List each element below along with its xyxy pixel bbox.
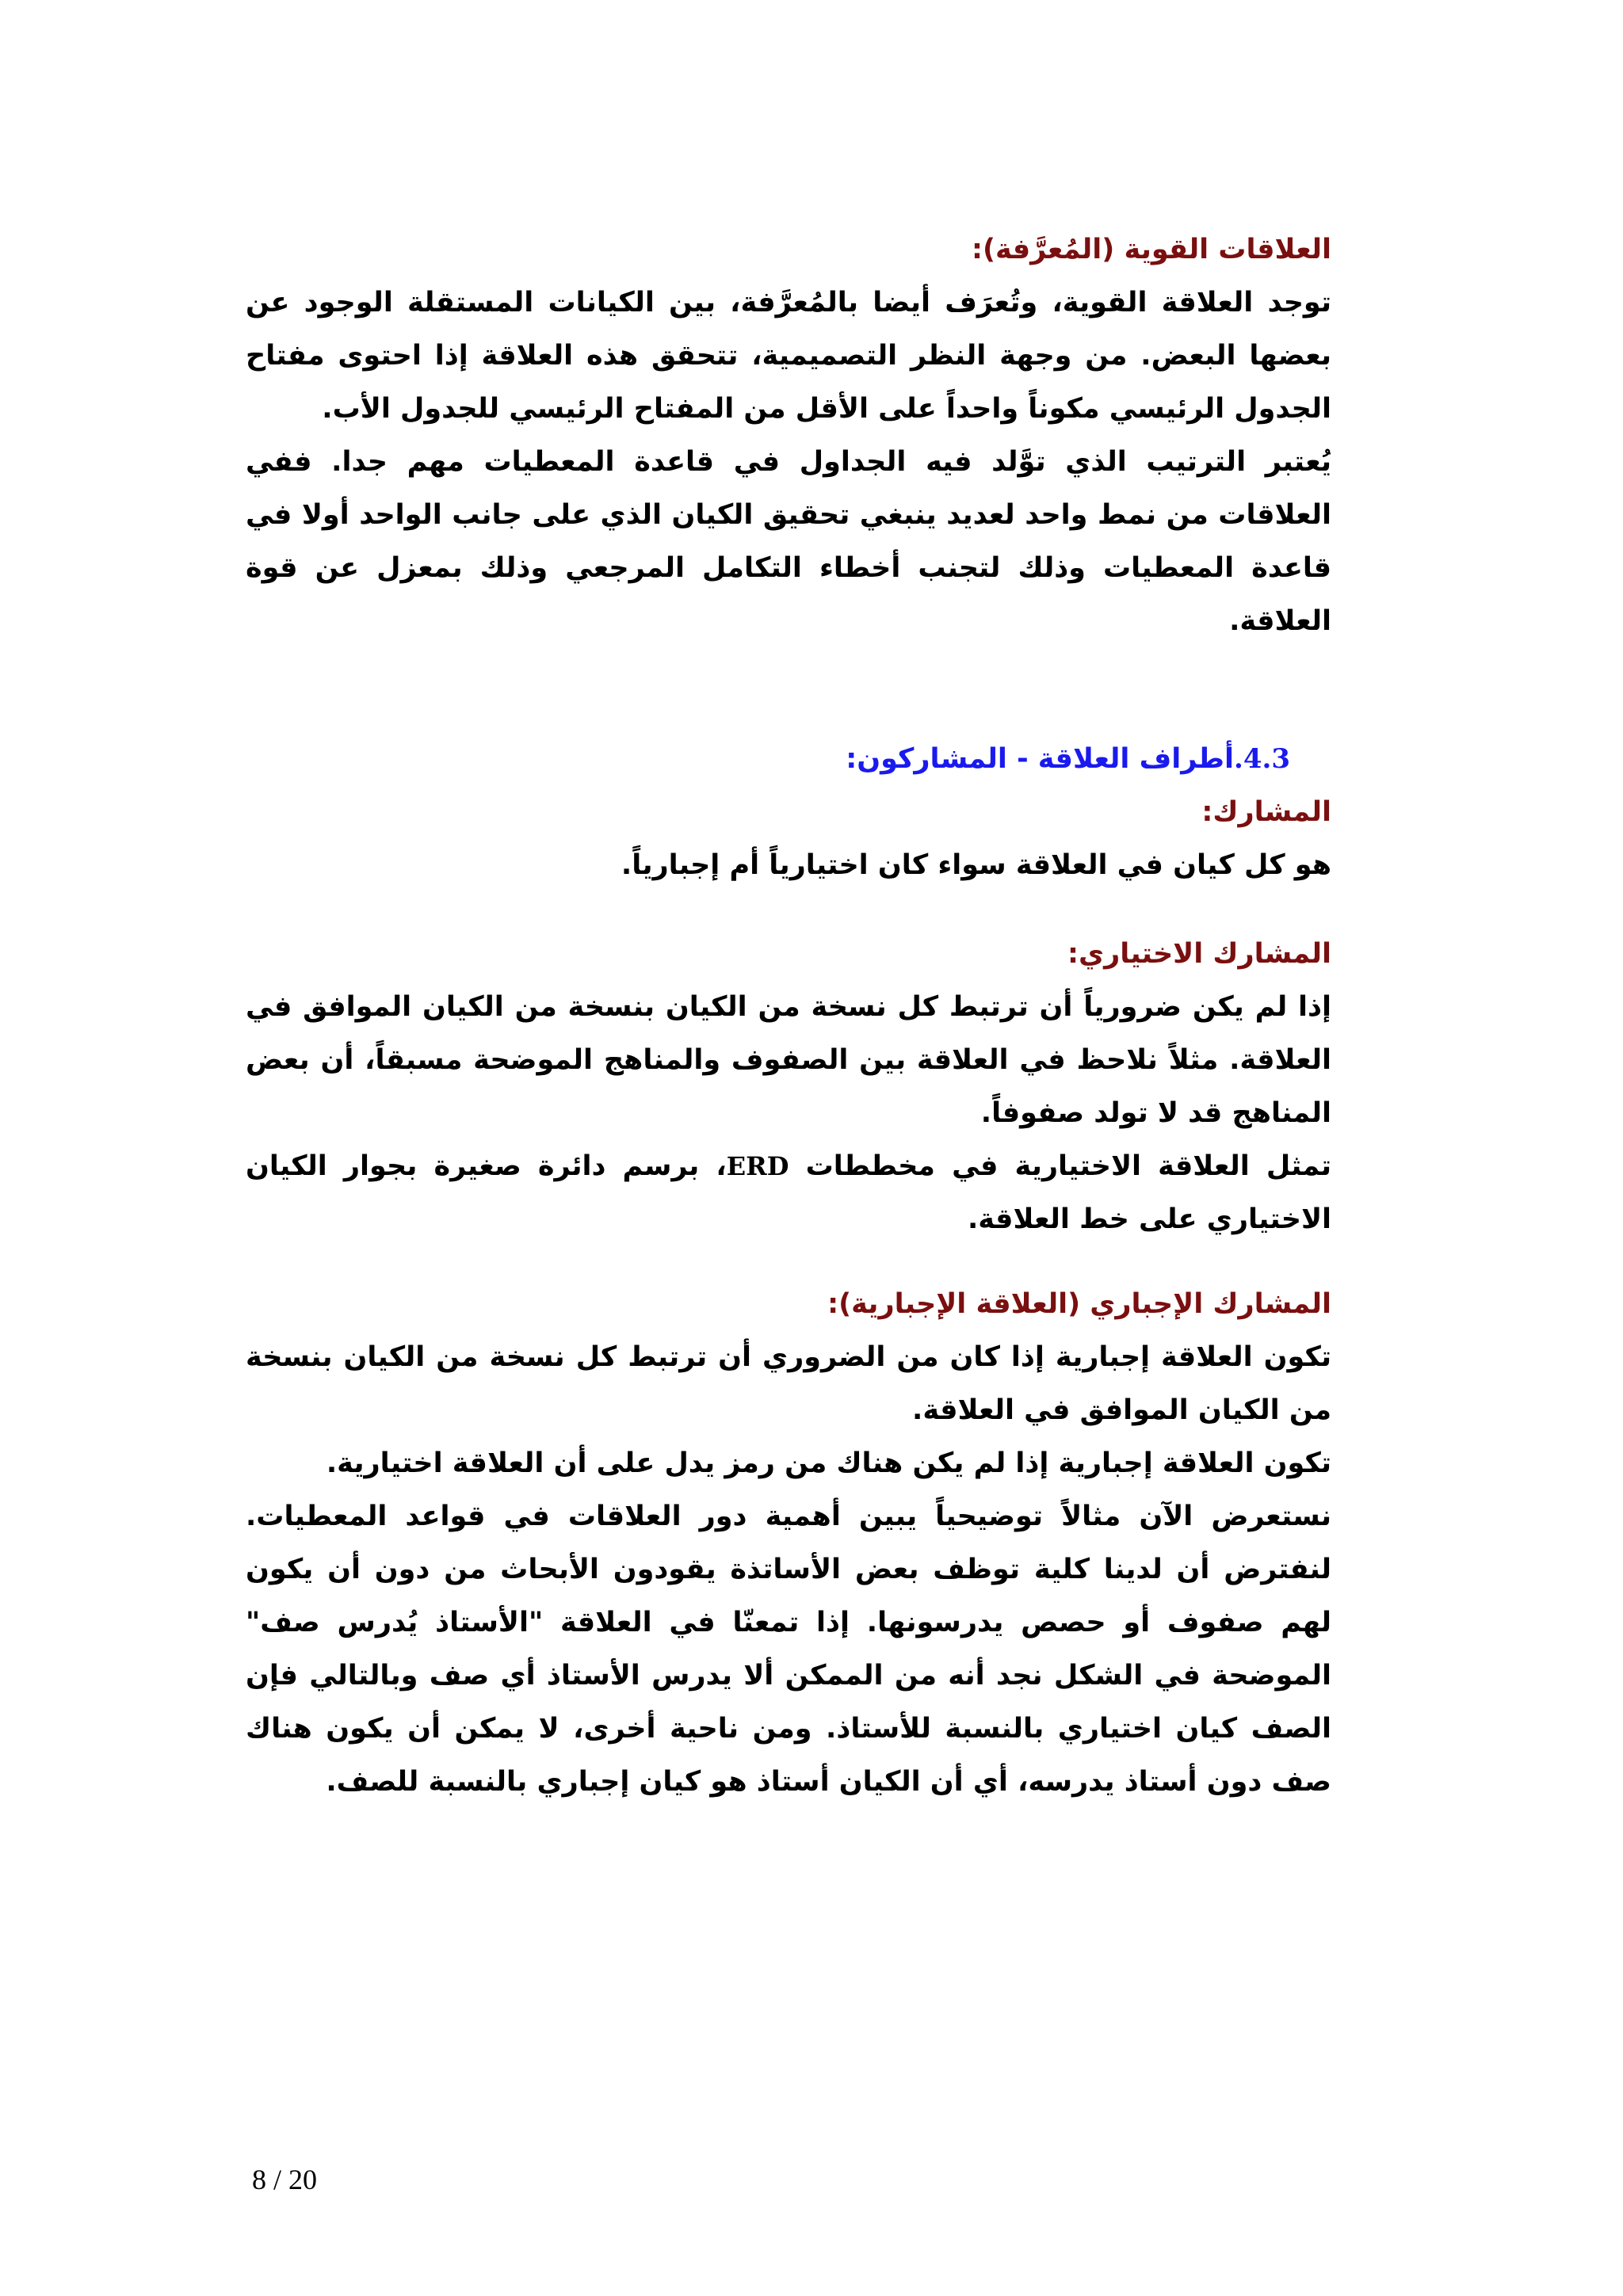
paragraph-spacer (246, 1246, 1331, 1278)
strong-relationships-heading: العلاقات القوية (المُعرَّفة): (972, 234, 1331, 265)
section-title: أطراف العلاقة - المشاركون: (846, 743, 1234, 775)
page-content (246, 223, 1331, 1809)
erd-text-after: ، برسم دائرة صغيرة بجوار الكيان الاختياري على خط العلاقة. (246, 1150, 1331, 1235)
erd-abbreviation: ERD (726, 1151, 789, 1181)
page-number: 8 / 20 (252, 2164, 318, 2195)
strong-relationships-paragraph-1: توجد العلاقة القوية، وتُعرَف أيضا بالمُعرَّفة، بين الكيانات المستقلة الوجود عن بعضها البعض. من وجهة النظر التصميمية، تتحقق هذه العلاقة إذا احتوى مفتاح الجدول الرئيسي مكوناً واحداً على الأقل من المفتاح الرئيسي للجدول الأب. (246, 287, 1331, 425)
mandatory-participant-paragraph-1: تكون العلاقة إجبارية إذا كان من الضروري أن ترتبط كل نسخة من الكيان بنسخة من الكيان الموافق في العلاقة. (246, 1341, 1331, 1426)
mandatory-participant-paragraph-2: تكون العلاقة إجبارية إذا لم يكن هناك من رمز يدل على أن العلاقة اختيارية. (326, 1447, 1331, 1479)
strong-relationships-paragraph-2: يُعتبر الترتيب الذي توَّلد فيه الجداول في قاعدة المعطيات مهم جدا. ففي العلاقات من نمط واحد لعديد ينبغي تحقيق الكيان الذي على جانب الواحد أولا في قاعدة المعطيات وذلك لتجنب أخطاء التكامل المرجعي وذلك بمعزل عن قوة العلاقة. (246, 446, 1331, 637)
erd-text-before: تمثل العلاقة الاختيارية في مخططات (789, 1150, 1331, 1182)
paragraph-spacer (246, 892, 1331, 928)
mandatory-participant-paragraph-3: نستعرض الآن مثالاً توضيحياً يبين أهمية دور العلاقات في قواعد المعطيات. لنفترض أن لدينا كلية توظف بعض الأساتذة يقودون الأبحاث من دون أن يكون لهم صفوف أو حصص يدرسونها. إذا تمعنّا في العلاقة "الأستاذ يُدرس صف" الموضحة في الشكل نجد أنه من الممكن ألا يدرس الأستاذ أي صف وبالتالي فإن الصف كيان اختياري بالنسبة للأستاذ. ومن ناحية أخرى، لا يمكن أن يكون هناك صف دون أستاذ يدرسه، أي أن الكيان أستاذ هو كيان إجباري بالنسبة للصف. (246, 1501, 1331, 1798)
optional-participant-paragraph-1: إذا لم يكن ضرورياً أن ترتبط كل نسخة من الكيان بنسخة من الكيان الموافق في العلاقة. مثلاً نلاحظ في العلاقة بين الصفوف والمناهج الموضحة مسبقاً، أن بعض المناهج قد لا تولد صفوفاً. (246, 991, 1331, 1129)
section-spacer (246, 648, 1331, 733)
optional-participant-paragraph-2 (246, 1140, 1331, 1246)
mandatory-participant-heading: المشارك الإجباري (العلاقة الإجبارية): (827, 1288, 1331, 1320)
participant-heading: المشارك: (1201, 796, 1331, 828)
optional-participant-heading: المشارك الاختياري: (1067, 938, 1331, 970)
participants-section-heading (246, 733, 1331, 786)
section-number: 4.3. (1234, 743, 1290, 775)
participant-definition: هو كل كيان في العلاقة سواء كان اختيارياً أم إجبارياً. (621, 849, 1331, 881)
